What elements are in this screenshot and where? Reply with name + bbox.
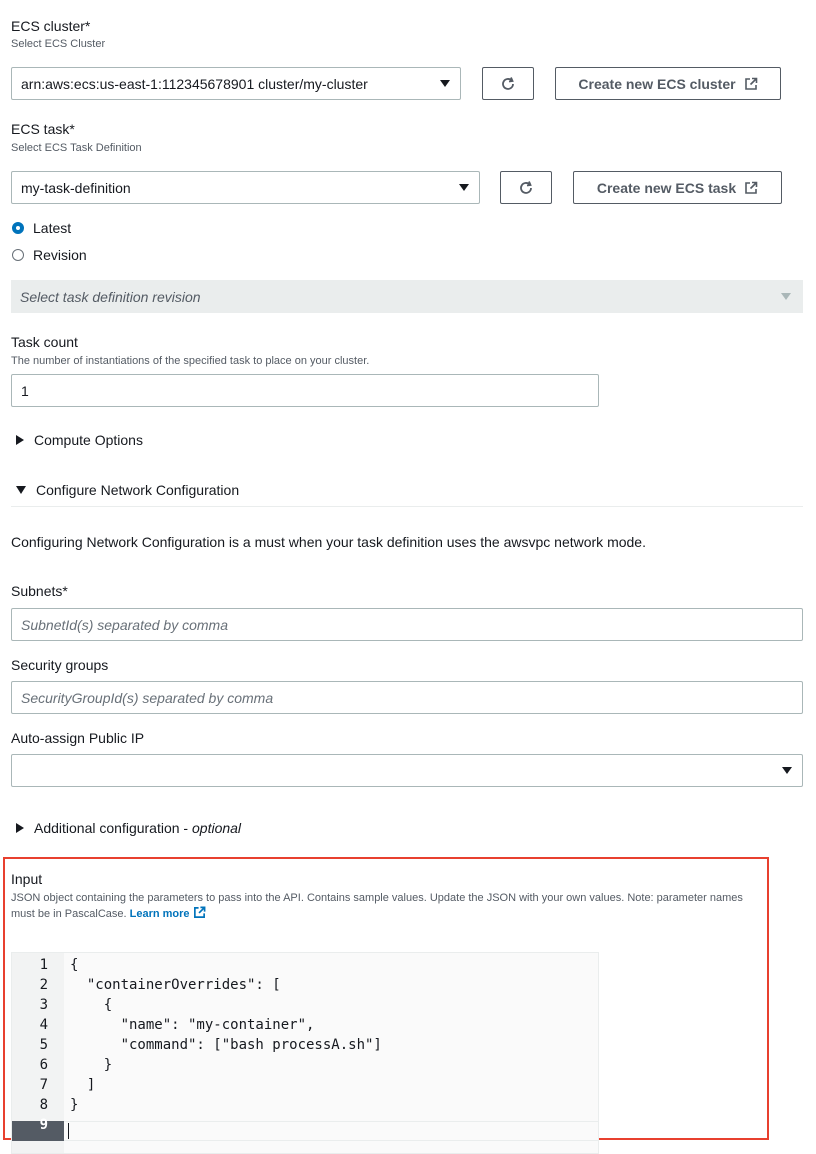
radio-latest[interactable] (12, 220, 71, 236)
network-config-label: Configure Network Configuration (36, 482, 240, 498)
caret-down-icon (782, 767, 792, 774)
revision-select (11, 280, 803, 313)
line-number: 4 (39, 1017, 48, 1033)
caret-right-icon (16, 435, 24, 445)
learn-more-link[interactable] (130, 908, 206, 920)
caret-down-icon (781, 293, 791, 300)
subnets-label: Subnets* (11, 583, 68, 599)
line-number-gutter (12, 953, 64, 1154)
radio-revision[interactable] (12, 247, 87, 263)
refresh-task-button[interactable] (500, 171, 552, 204)
refresh-cluster-button[interactable] (482, 67, 534, 100)
network-note: Configuring Network Configuration is a must when your task definition uses the awsvpc network mode. (11, 534, 646, 550)
code-line: "command": ["bash processA.sh"] (70, 1037, 382, 1053)
create-ecs-cluster-label: Create new ECS cluster (578, 75, 736, 92)
security-groups-label: Security groups (11, 657, 109, 673)
additional-config-expander[interactable] (16, 820, 241, 836)
ecs-task-description: Select ECS Task Definition (11, 142, 142, 154)
public-ip-select[interactable] (11, 754, 803, 787)
network-config-expander[interactable] (16, 482, 239, 498)
refresh-icon (518, 180, 534, 196)
code-line: } (70, 1097, 79, 1113)
create-ecs-cluster-button[interactable] (555, 67, 781, 100)
json-code-editor[interactable] (11, 952, 599, 1154)
ecs-task-value: my-task-definition (21, 179, 131, 196)
subnets-placeholder: SubnetId(s) separated by comma (21, 616, 228, 633)
code-line: ] (70, 1077, 96, 1093)
input-description-text: JSON object containing the parameters to pass into the API. Contains sample values. Update the JSON with your own values. Note: parameter names must be in PascalCase. (11, 892, 743, 920)
subnets-input[interactable] (11, 608, 803, 641)
additional-config-label-wrap (34, 820, 241, 836)
divider (11, 506, 803, 507)
learn-more-label: Learn more (129, 908, 190, 920)
ecs-task-select[interactable] (11, 171, 480, 204)
external-link-icon (744, 181, 758, 195)
security-groups-input[interactable] (11, 681, 803, 714)
radio-latest-label: Latest (33, 220, 72, 236)
caret-down-icon (459, 184, 469, 191)
line-number: 8 (39, 1097, 48, 1113)
task-count-label: Task count (11, 334, 78, 350)
ecs-cluster-description: Select ECS Cluster (11, 38, 106, 50)
radio-checked-icon (12, 222, 24, 234)
line-number: 5 (39, 1037, 48, 1053)
line-number: 6 (39, 1057, 48, 1073)
code-line: } (70, 1057, 113, 1073)
create-ecs-task-button[interactable] (573, 171, 782, 204)
caret-down-icon (440, 80, 450, 87)
task-count-input[interactable] (11, 374, 599, 407)
task-count-description: The number of instantiations of the specified task to place on your cluster. (11, 355, 370, 367)
radio-unchecked-icon (12, 249, 24, 261)
task-count-value: 1 (21, 382, 29, 399)
code-line (70, 1115, 382, 1135)
text-cursor (68, 1123, 69, 1139)
ecs-task-label: ECS task* (11, 121, 75, 137)
line-number: 9 (39, 1117, 48, 1133)
line-number: 2 (39, 977, 48, 993)
revision-placeholder: Select task definition revision (20, 288, 201, 305)
input-label: Input (11, 871, 43, 887)
external-link-icon (744, 77, 758, 91)
refresh-icon (500, 76, 516, 92)
compute-options-label: Compute Options (34, 432, 143, 448)
ecs-cluster-select[interactable] (11, 67, 461, 100)
optional-label: optional (192, 820, 242, 836)
caret-down-icon (16, 486, 26, 494)
radio-revision-label: Revision (33, 247, 87, 263)
line-number: 1 (39, 957, 48, 973)
additional-config-label: Additional configuration - (34, 820, 192, 836)
code-line: "containerOverrides": [ (70, 977, 281, 993)
input-description (11, 891, 761, 922)
code-line: { (70, 957, 79, 973)
code-line: { (70, 997, 113, 1013)
line-number: 3 (39, 997, 48, 1013)
compute-options-expander[interactable] (16, 432, 143, 448)
external-link-icon (193, 906, 206, 919)
caret-right-icon (16, 823, 24, 833)
create-ecs-task-label: Create new ECS task (596, 179, 737, 196)
line-number: 7 (39, 1077, 48, 1093)
ecs-cluster-label: ECS cluster* (11, 18, 91, 34)
public-ip-label: Auto-assign Public IP (11, 730, 145, 746)
security-groups-placeholder: SecurityGroupId(s) separated by comma (21, 689, 274, 706)
ecs-cluster-value: arn:aws:ecs:us-east-1:112345678901 cluster/my-cluster (21, 75, 368, 92)
code-line: "name": "my-container", (70, 1017, 315, 1033)
